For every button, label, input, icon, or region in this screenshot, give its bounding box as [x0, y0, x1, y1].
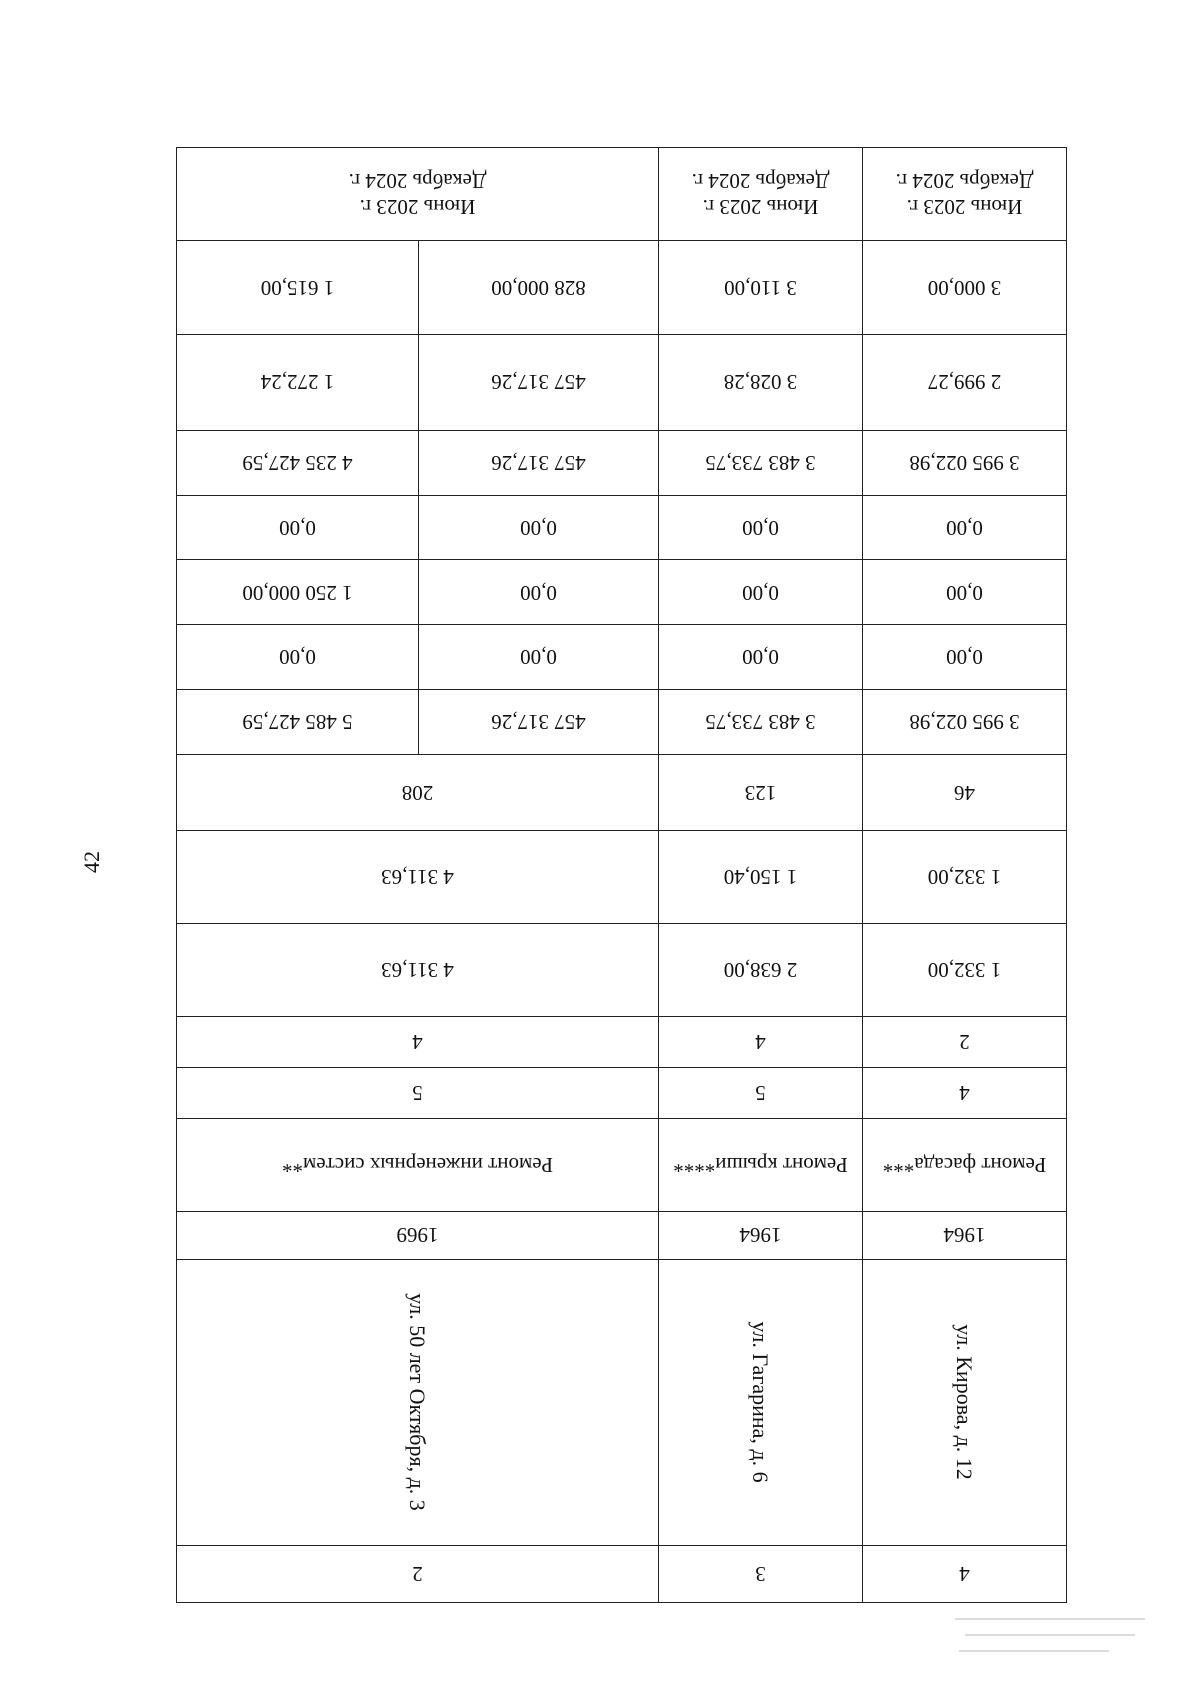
row-period: [177, 148, 1067, 241]
cell-address-r1: [659, 1259, 863, 1546]
row-total-a: [177, 690, 1067, 755]
row-number: [177, 1546, 1067, 1603]
cell-work-type-r1: Ремонт крыши****: [659, 1118, 863, 1211]
cell-num-r2: 2: [177, 1546, 659, 1603]
row-year: [177, 1211, 1067, 1259]
cell-cost-unit-2-r1: 1 150,40: [659, 831, 863, 924]
row-amount-d: [177, 241, 1067, 334]
cell-floors-r0: 4: [863, 1068, 1067, 1119]
cell-num-r1: 3: [659, 1546, 863, 1603]
cell-total-b-r2-right: 457 317,26: [419, 430, 659, 495]
address-text-r1: ул. Гагарина, д. 6: [748, 1321, 774, 1484]
cell-amount-d-r0: 3 000,00: [863, 241, 1067, 334]
row-zero-1: [177, 625, 1067, 690]
cell-total-b-r0: 3 995 022,98: [863, 430, 1067, 495]
row-cost-unit-2: [177, 831, 1067, 924]
cell-zero-3-r0: 0,00: [863, 495, 1067, 560]
cell-zero-2-r0: 0,00: [863, 560, 1067, 625]
cell-amount-d-r2-right: 828 000,00: [419, 241, 659, 334]
cell-volume-r2: 208: [177, 755, 659, 831]
cell-entrances-r2: 4: [177, 1017, 659, 1068]
cell-entrances-r0: 2: [863, 1017, 1067, 1068]
period-end-r1: Декабрь 2024 г.: [691, 169, 830, 194]
period-start-r1: Июнь 2023 г.: [702, 195, 819, 220]
cell-floors-r1: 5: [659, 1068, 863, 1119]
cell-cost-unit-1-r1: 2 638,00: [659, 924, 863, 1017]
row-zero-3: [177, 495, 1067, 560]
cell-total-a-r1: 3 483 733,75: [659, 690, 863, 755]
row-entrances: [177, 1017, 1067, 1068]
cell-work-type-r0: Ремонт фасада***: [863, 1118, 1067, 1211]
cell-entrances-r1: 4: [659, 1017, 863, 1068]
cell-year-r1: 1964: [659, 1211, 863, 1259]
cell-total-a-r2-right: 457 317,26: [419, 690, 659, 755]
cell-zero-3-r1: 0,00: [659, 495, 863, 560]
address-text-r2: ул. 50 лет Октября, д. 3: [405, 1293, 431, 1512]
cell-period-r2: [177, 148, 659, 241]
cell-amount-c-r2-right: 457 317,26: [419, 334, 659, 430]
cell-amount-d-r2-left: 1 615,00: [177, 241, 419, 334]
cell-cost-unit-1-r0: 1 332,00: [863, 924, 1067, 1017]
cell-cost-unit-1-r2: 4 311,63: [177, 924, 659, 1017]
row-floors: [177, 1068, 1067, 1119]
address-text-r0: ул. Кирова, д. 12: [952, 1324, 978, 1481]
cell-total-b-r2-left: 4 235 427,59: [177, 430, 419, 495]
row-cost-unit-1: [177, 924, 1067, 1017]
row-work-type: [177, 1118, 1067, 1211]
cell-year-r2: 1969: [177, 1211, 659, 1259]
period-start-r0: Июнь 2023 г.: [906, 195, 1023, 220]
cell-total-a-r2-left: 5 485 427,59: [177, 690, 419, 755]
row-total-b: [177, 430, 1067, 495]
cell-total-a-r0: 3 995 022,98: [863, 690, 1067, 755]
cell-zero-1-r2-left: 0,00: [177, 625, 419, 690]
period-end-r2: Декабрь 2024 г.: [348, 169, 487, 194]
cell-floors-r2: 5: [177, 1068, 659, 1119]
row-zero-2: [177, 560, 1067, 625]
cell-year-r0: 1964: [863, 1211, 1067, 1259]
period-start-r2: Июнь 2023 г.: [359, 195, 476, 220]
cell-zero-1-r1: 0,00: [659, 625, 863, 690]
cell-zero-3-r2-right: 0,00: [419, 495, 659, 560]
cell-zero-3-r2-left: 0,00: [177, 495, 419, 560]
row-address: [177, 1259, 1067, 1546]
cell-cost-unit-2-r0: 1 332,00: [863, 831, 1067, 924]
repair-schedule-table: [177, 147, 1067, 1603]
page-number: 42: [79, 851, 104, 873]
cell-address-r0: [863, 1259, 1067, 1546]
cell-num-r0: 4: [863, 1546, 1067, 1603]
cell-amount-c-r1: 3 028,28: [659, 334, 863, 430]
cell-zero-1-r0: 0,00: [863, 625, 1067, 690]
cell-zero-2-r2-right: 0,00: [419, 560, 659, 625]
cell-cost-unit-2-r2: 4 311,63: [177, 831, 659, 924]
period-end-r0: Декабрь 2024 г.: [895, 169, 1034, 194]
cell-zero-2-r2-left: 1 250 000,00: [177, 560, 419, 625]
cell-period-r0: [863, 148, 1067, 241]
cell-work-type-r2: Ремонт инженерных систем**: [177, 1118, 659, 1211]
cell-amount-c-r0: 2 999,27: [863, 334, 1067, 430]
row-volume: [177, 755, 1067, 831]
faded-stamp-mark: [955, 1608, 1160, 1670]
row-amount-c: [177, 334, 1067, 430]
cell-address-r2: [177, 1259, 659, 1546]
cell-period-r1: [659, 148, 863, 241]
cell-zero-1-r2-right: 0,00: [419, 625, 659, 690]
cell-amount-d-r1: 3 110,00: [659, 241, 863, 334]
cell-volume-r0: 46: [863, 755, 1067, 831]
cell-volume-r1: 123: [659, 755, 863, 831]
cell-total-b-r1: 3 483 733,75: [659, 430, 863, 495]
cell-amount-c-r2-left: 1 272,24: [177, 334, 419, 430]
cell-zero-2-r1: 0,00: [659, 560, 863, 625]
